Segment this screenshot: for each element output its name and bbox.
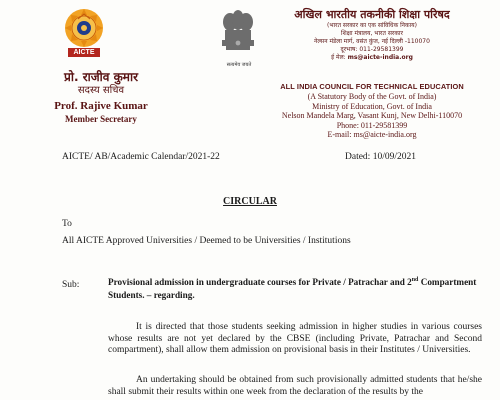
org-line-hindi-2: शिक्षा मंत्रालय, भारत सरकार: [341, 30, 403, 37]
org-line-hindi-4: दूरभाष: 011-29581399: [340, 46, 404, 53]
paragraph-1: It is directed that those students seeking admission in higher studies in various courses whose results are not yet declared by the CBSE (including Private, Patrachar and Second compartment), shall allow them admission on provisional basis in their Institutes / Universities.: [108, 322, 482, 356]
subject-text: [108, 274, 488, 302]
addressee: All AICTE Approved Universities / Deemed to be Universities / Institutions: [62, 236, 351, 246]
org-address-hindi: [272, 8, 472, 62]
letter-date: Dated: 10/09/2021: [345, 152, 416, 162]
org-email-hindi: [272, 54, 472, 62]
national-emblem-icon: [216, 6, 260, 64]
email-link-hindi[interactable]: ms@aicte-india.org: [347, 54, 413, 61]
logo-text: AICTE: [73, 49, 95, 56]
subject-part-1: Provisional admission in undergraduate courses for Private / Patrachar and 2: [108, 277, 412, 287]
document-heading: CIRCULAR: [223, 196, 277, 207]
org-line-2: Ministry of Education, Govt. of India: [312, 101, 432, 111]
org-title: ALL INDIA COUNCIL FOR TECHNICAL EDUCATION: [280, 82, 464, 91]
sender-designation: Member Secretary: [65, 114, 137, 124]
reference-number: AICTE/ AB/Academic Calendar/2021-22: [62, 152, 220, 162]
org-line-1: (A Statutory Body of the Govt. of India): [307, 92, 437, 101]
sender-name: Prof. Rajive Kumar: [54, 100, 148, 112]
org-title-hindi: अखिल भारतीय तकनीकी शिक्षा परिषद: [294, 8, 450, 21]
subject-superscript: nd: [411, 277, 419, 283]
sender-designation-hindi: सदस्य सचिव: [77, 85, 125, 96]
to-label: To: [62, 219, 72, 229]
sender-name-hindi: प्रो. राजीव कुमार: [64, 70, 138, 84]
emblem-motto: सत्यमेव जयते: [226, 62, 252, 68]
sender-block: [36, 70, 166, 125]
org-email[interactable]: E-mail: ms@aicte-india.org: [327, 130, 417, 140]
paragraph-2: An undertaking should be obtained from such provisionally admitted students that he/she shall submit their results within one week from the declaration of the results by the: [108, 375, 482, 397]
subject-part-2: Compartment Students. – regarding.: [108, 277, 477, 300]
org-address-english: [262, 82, 482, 140]
email-label-hindi: ई मेल:: [331, 54, 346, 61]
org-phone: Phone: 011-29581399: [336, 120, 408, 130]
org-line-hindi-3: नेल्सन मंडेला मार्ग, वसंत कुंज, नई दिल्ली -110070: [314, 38, 430, 45]
org-line-3: Nelson Mandela Marg, Vasant Kunj, New Delhi-110070: [281, 111, 463, 121]
org-line-hindi-1: (भारत सरकार का एक सांविधिक निकाय): [327, 22, 417, 29]
subject-label: Sub:: [62, 280, 80, 290]
